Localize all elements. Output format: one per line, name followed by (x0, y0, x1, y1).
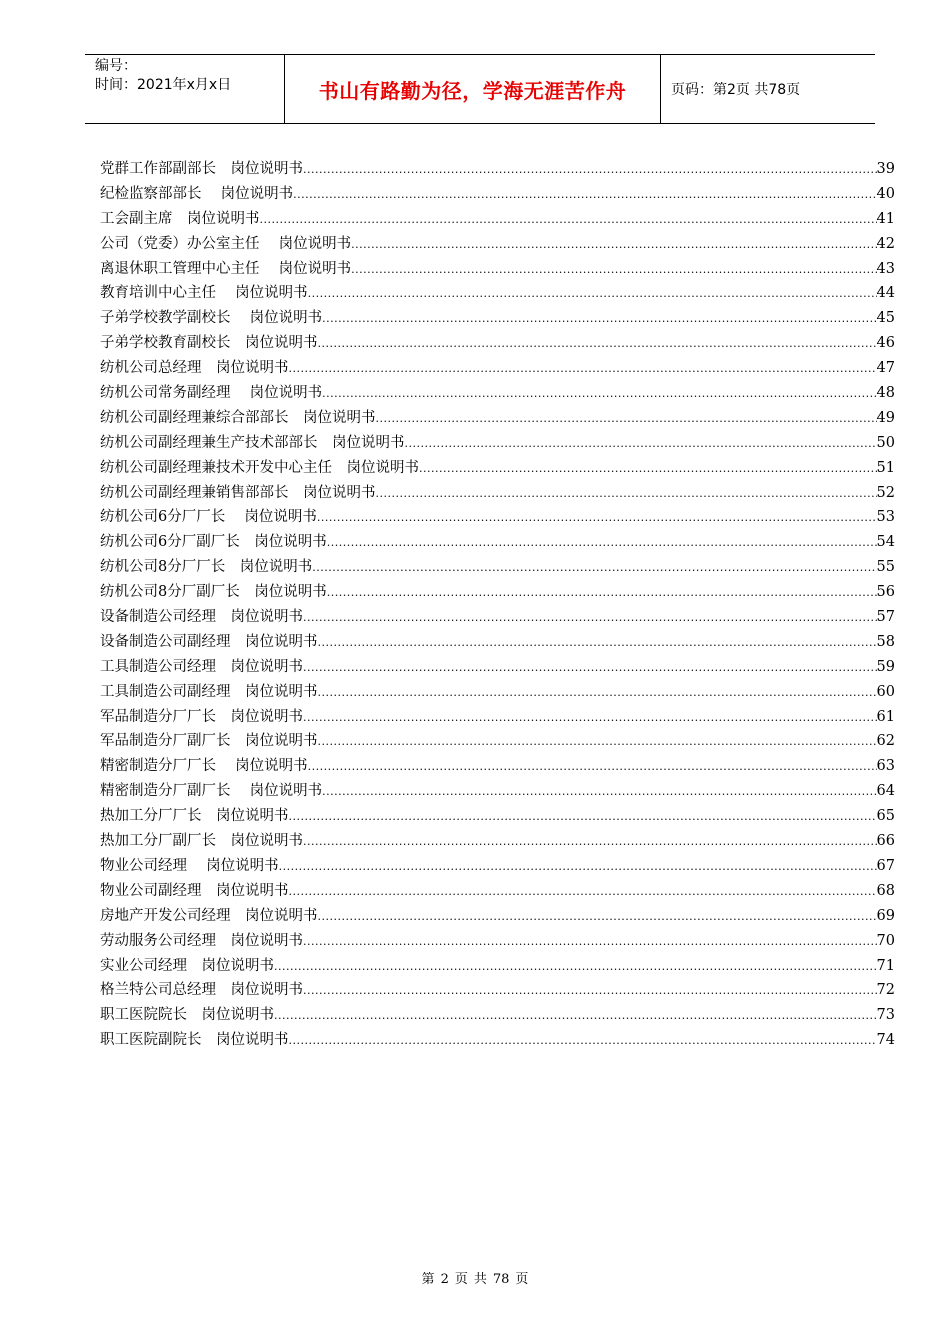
toc-entry-page: 55 (876, 559, 895, 576)
toc-entry-title: 设备制造公司副经理 岗位说明书 (100, 633, 318, 650)
toc-entry[interactable] (100, 555, 895, 580)
toc-entry-title: 党群工作部副部长 岗位说明书 (100, 161, 303, 177)
toc-entry[interactable] (100, 630, 895, 655)
toc-entry-title: 纺机公司常务副经理 岗位说明书 (100, 385, 323, 402)
toc-entry-title: 纺机公司8分厂副厂长 岗位说明书 (100, 584, 327, 601)
toc-entry-title: 纪检监察部部长 岗位说明书 (100, 185, 294, 202)
toc-dot-leader (322, 387, 876, 400)
toc-entry-page: 68 (876, 882, 895, 899)
toc-entry[interactable] (100, 978, 895, 1003)
toc-entry-page: 43 (876, 260, 895, 277)
toc-entry-title: 军品制造分厂副厂长 岗位说明书 (100, 733, 318, 750)
toc-entry-title: 公司（党委）办公室主任 岗位说明书 (100, 235, 352, 252)
toc-entry[interactable] (100, 406, 895, 431)
toc-entry-title: 子弟学校教育副校长 岗位说明书 (100, 335, 318, 352)
toc-entry[interactable] (100, 456, 895, 481)
toc-entry-page: 67 (876, 857, 895, 874)
toc-dot-leader (318, 735, 877, 748)
toc-dot-leader (279, 860, 877, 873)
toc-entry-page: 49 (876, 409, 895, 426)
toc-dot-leader (376, 412, 877, 425)
header-motto: 书山有路勤为径，学海无涯苦作舟 (285, 55, 661, 123)
toc-dot-leader (318, 686, 877, 699)
toc-entry-page: 70 (876, 932, 895, 949)
toc-entry-page: 72 (876, 982, 895, 999)
toc-dot-leader (303, 661, 877, 674)
toc-dot-leader (289, 885, 877, 898)
toc-entry-page: 65 (876, 808, 895, 825)
page-footer (0, 1268, 950, 1287)
toc-dot-leader (308, 287, 877, 300)
toc-entry-title: 热加工分厂厂长 岗位说明书 (100, 808, 289, 825)
toc-entry-page: 74 (876, 1032, 895, 1049)
toc-entry[interactable] (100, 1028, 895, 1053)
toc-entry[interactable] (100, 257, 895, 282)
toc-dot-leader (289, 810, 877, 823)
toc-entry-page: 45 (876, 310, 895, 327)
toc-dot-leader (274, 960, 877, 973)
toc-entry-page: 42 (876, 235, 895, 252)
toc-entry-page: 59 (876, 658, 895, 675)
toc-entry-title: 纺机公司副经理兼综合部部长 岗位说明书 (100, 409, 376, 426)
toc-entry[interactable] (100, 306, 895, 331)
toc-entry[interactable] (100, 879, 895, 904)
toc-entry-page: 54 (876, 534, 895, 551)
header-left-cell (85, 55, 285, 123)
toc-entry-title: 职工医院副院长 岗位说明书 (100, 1032, 289, 1049)
toc-dot-leader (308, 760, 877, 773)
toc-dot-leader (303, 611, 877, 624)
toc-dot-leader (289, 1034, 877, 1047)
toc-dot-leader (327, 536, 877, 549)
toc-entry-page: 58 (876, 633, 895, 650)
toc-entry[interactable] (100, 381, 895, 406)
toc-entry[interactable] (100, 431, 895, 456)
table-of-contents (100, 157, 895, 1053)
toc-entry[interactable] (100, 530, 895, 555)
toc-entry-page: 46 (876, 335, 895, 352)
page-header (85, 54, 875, 124)
toc-entry[interactable] (100, 754, 895, 779)
toc-entry[interactable] (100, 207, 895, 232)
toc-entry-title: 军品制造分厂厂长 岗位说明书 (100, 708, 303, 725)
toc-entry[interactable] (100, 1003, 895, 1028)
toc-entry[interactable] (100, 481, 895, 506)
toc-dot-leader (351, 263, 876, 276)
toc-dot-leader (289, 362, 877, 375)
toc-entry[interactable] (100, 232, 895, 257)
toc-dot-leader (293, 188, 876, 201)
toc-entry[interactable] (100, 505, 895, 530)
toc-entry-page: 61 (876, 708, 895, 725)
toc-entry[interactable] (100, 182, 895, 207)
toc-entry-page: 69 (876, 907, 895, 924)
footer-ye: 页 (454, 1272, 468, 1287)
toc-dot-leader (405, 437, 877, 450)
toc-entry-title: 子弟学校教学副校长 岗位说明书 (100, 310, 323, 327)
toc-entry-page: 44 (876, 285, 895, 302)
toc-entry-page: 47 (876, 360, 895, 377)
toc-dot-leader (303, 163, 877, 176)
toc-entry-page: 60 (876, 683, 895, 700)
toc-entry-title: 纺机公司副经理兼生产技术部部长 岗位说明书 (100, 434, 405, 451)
toc-entry-page: 41 (876, 210, 895, 227)
toc-entry-page: 39 (876, 161, 895, 177)
toc-entry-title: 纺机公司副经理兼技术开发中心主任 岗位说明书 (100, 459, 419, 476)
toc-entry-page: 51 (876, 459, 895, 476)
toc-dot-leader (322, 312, 876, 325)
toc-dot-leader (318, 337, 877, 350)
toc-entry-page: 71 (876, 957, 895, 974)
toc-dot-leader (351, 238, 876, 251)
toc-entry[interactable] (100, 705, 895, 730)
toc-dot-leader (419, 462, 877, 475)
toc-entry-page: 53 (876, 509, 895, 526)
toc-entry-title: 纺机公司副经理兼销售部部长 岗位说明书 (100, 484, 376, 501)
toc-dot-leader (303, 935, 877, 948)
document-number-label: 编号： (95, 58, 137, 74)
toc-entry-page: 73 (876, 1007, 895, 1024)
footer-gong: 共 (473, 1272, 487, 1287)
toc-entry-title: 工具制造公司经理 岗位说明书 (100, 658, 303, 675)
toc-entry-title: 教育培训中心主任 岗位说明书 (100, 285, 308, 302)
toc-entry[interactable] (100, 804, 895, 829)
toc-dot-leader (376, 487, 877, 500)
toc-entry-page: 40 (876, 185, 895, 202)
toc-entry[interactable] (100, 929, 895, 954)
footer-page-number: 2 (440, 1272, 449, 1287)
toc-entry-title: 房地产开发公司经理 岗位说明书 (100, 907, 318, 924)
toc-entry[interactable] (100, 157, 895, 182)
toc-entry-title: 纺机公司总经理 岗位说明书 (100, 360, 289, 377)
toc-dot-leader (303, 711, 877, 724)
toc-dot-leader (312, 561, 876, 574)
toc-entry-title: 职工医院院长 岗位说明书 (100, 1007, 274, 1024)
toc-entry[interactable] (100, 829, 895, 854)
toc-entry[interactable] (100, 356, 895, 381)
toc-entry[interactable] (100, 605, 895, 630)
toc-entry-title: 工会副主席 岗位说明书 (100, 210, 260, 227)
toc-entry[interactable] (100, 281, 895, 306)
toc-dot-leader (303, 835, 877, 848)
toc-entry[interactable] (100, 729, 895, 754)
toc-entry-title: 离退休职工管理中心主任 岗位说明书 (100, 260, 352, 277)
toc-entry-page: 50 (876, 434, 895, 451)
toc-entry-page: 63 (876, 758, 895, 775)
toc-dot-leader (274, 1009, 877, 1022)
toc-dot-leader (317, 511, 877, 524)
toc-entry-page: 56 (876, 584, 895, 601)
toc-entry-title: 纺机公司6分厂厂长 岗位说明书 (100, 509, 317, 526)
document-time-label: 时间：2021年x月x日 (95, 77, 232, 93)
toc-entry-title: 工具制造公司副经理 岗位说明书 (100, 683, 318, 700)
toc-entry[interactable] (100, 655, 895, 680)
toc-entry-page: 57 (876, 609, 895, 626)
toc-entry-title: 精密制造分厂厂长 岗位说明书 (100, 758, 308, 775)
toc-dot-leader (318, 910, 877, 923)
toc-entry[interactable] (100, 680, 895, 705)
toc-dot-leader (260, 213, 877, 226)
footer-di: 第 (421, 1272, 435, 1287)
toc-entry-title: 纺机公司6分厂副厂长 岗位说明书 (100, 534, 327, 551)
toc-entry-title: 精密制造分厂副厂长 岗位说明书 (100, 783, 323, 800)
toc-dot-leader (322, 785, 876, 798)
toc-entry-title: 物业公司副经理 岗位说明书 (100, 882, 289, 899)
toc-entry-page: 64 (876, 783, 895, 800)
toc-entry-title: 物业公司经理 岗位说明书 (100, 857, 279, 874)
toc-entry-title: 纺机公司8分厂厂长 岗位说明书 (100, 559, 313, 576)
toc-entry[interactable] (100, 331, 895, 356)
toc-entry-title: 热加工分厂副厂长 岗位说明书 (100, 833, 303, 850)
footer-ye2: 页 (515, 1272, 529, 1287)
header-page-label: 页码：第2页 共78页 (671, 82, 801, 98)
toc-entry[interactable] (100, 954, 895, 979)
toc-dot-leader (318, 636, 877, 649)
toc-entry-title: 劳动服务公司经理 岗位说明书 (100, 932, 303, 949)
toc-entry[interactable] (100, 779, 895, 804)
toc-entry-page: 52 (876, 484, 895, 501)
footer-total-pages: 78 (492, 1272, 510, 1287)
toc-entry-title: 实业公司经理 岗位说明书 (100, 957, 274, 974)
toc-dot-leader (303, 984, 877, 997)
toc-entry-page: 62 (876, 733, 895, 750)
toc-entry-page: 48 (876, 385, 895, 402)
toc-entry[interactable] (100, 854, 895, 879)
toc-entry[interactable] (100, 904, 895, 929)
toc-entry-page: 66 (876, 833, 895, 850)
toc-dot-leader (327, 586, 877, 599)
toc-entry-title: 设备制造公司经理 岗位说明书 (100, 609, 303, 626)
toc-entry-title: 格兰特公司总经理 岗位说明书 (100, 982, 303, 999)
toc-entry[interactable] (100, 580, 895, 605)
